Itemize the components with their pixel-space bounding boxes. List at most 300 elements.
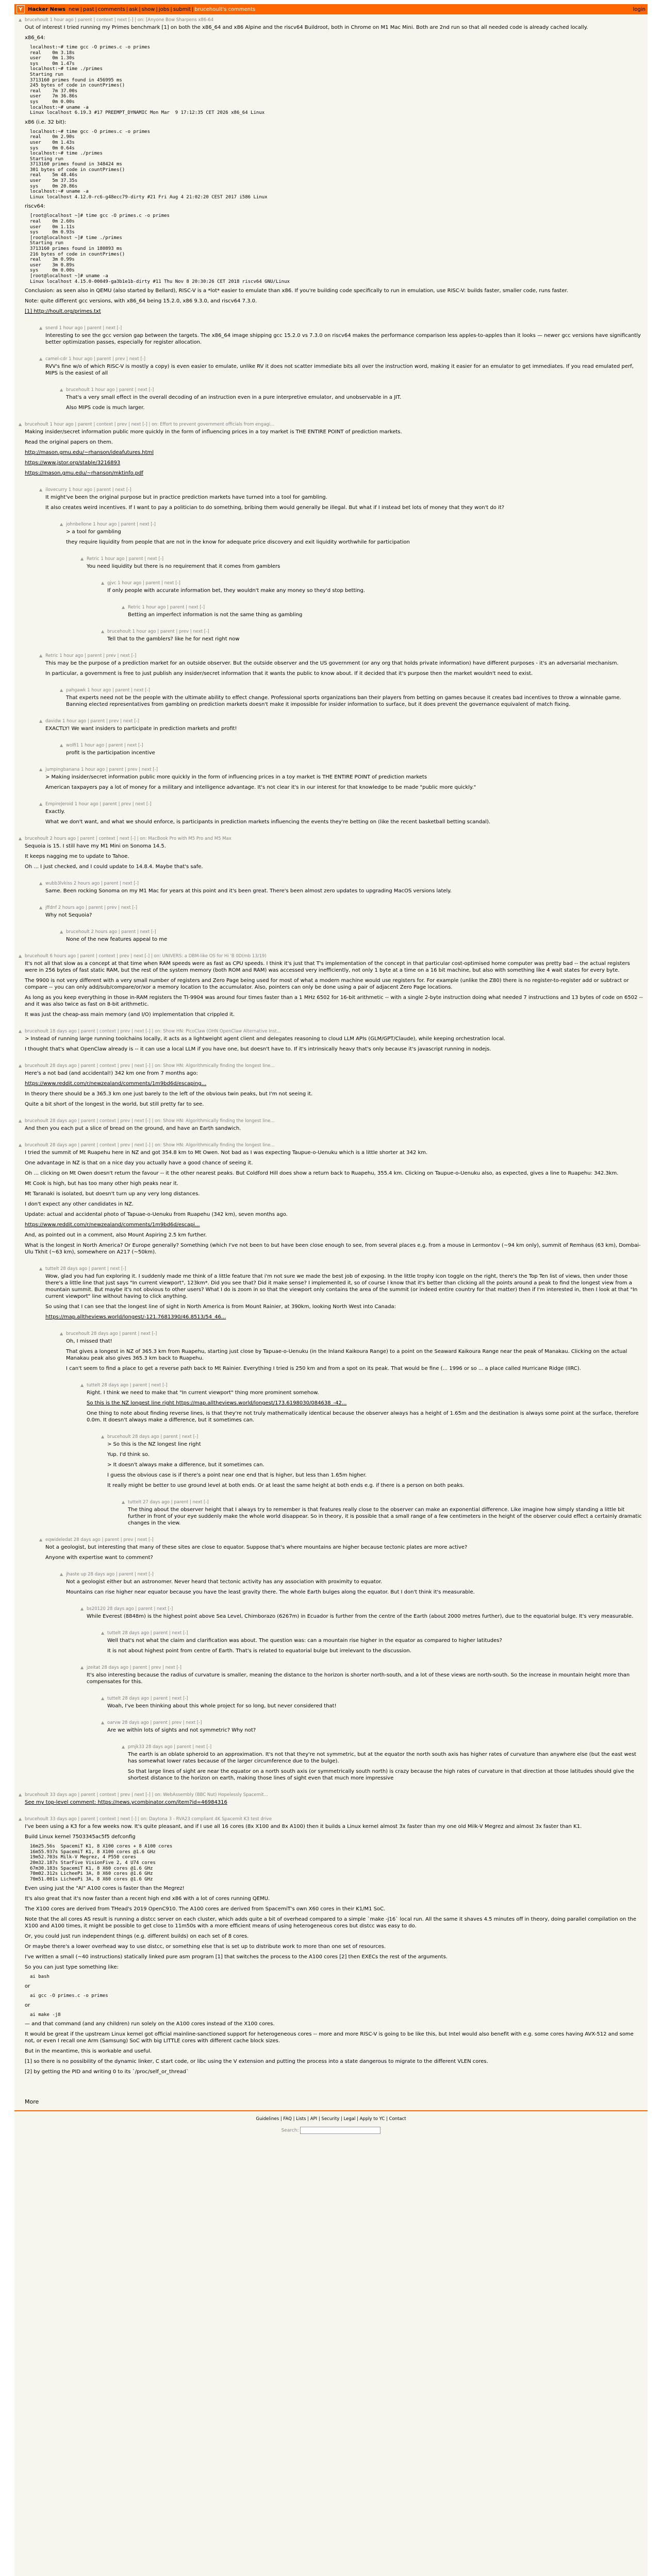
- comment-header[interactable]: wolfi1 1 hour ago | parent | next [-]: [66, 743, 143, 749]
- comment-paragraph: The earth is an oblate spheroid to an approximation. It's not that they're not symmetric, but at the equator the north south axis has higher rates of curvature than anywhere else (but the east west has somewhat lower rates because of the larger circumference due to the bulge).: [128, 1752, 637, 1765]
- comment-paragraph[interactable]: https://mason.gmu.edu/~rhanson/mktinfo.pdf: [25, 470, 143, 477]
- comment-paragraph: I can't seem to find a place to get a reverse path back to Mt Rainier. Everything I tried is 250 km and from a spot on its peak. That would be fine (... 1996 or so ... a place called Hurricane Ridge (IIRC).: [66, 1366, 581, 1372]
- nav-link-new[interactable]: new: [68, 6, 79, 12]
- comment-paragraph: If only people with accurate information bet, they wouldn't make any money so they'd stop betting.: [107, 588, 366, 594]
- comment-paragraph: Same. Been rocking Sonoma on my M1 Mac for years at this point and it's been great. There's been almost zero updates to upgrading MacOS versions lately.: [45, 888, 452, 894]
- comment-row: [60, 743, 643, 760]
- comment-paragraph: Betting an imperfect information is not the same thing as gambling: [128, 612, 303, 618]
- comment-paragraph: Anyone with expertise want to comment?: [45, 1555, 153, 1561]
- comment-header[interactable]: eqwideledat 28 days ago | parent | prev | next [-]: [45, 1537, 154, 1543]
- comments-list: [14, 14, 648, 2089]
- comment-text: [107, 587, 643, 594]
- comment-header[interactable]: johnbellone 1 hour ago | parent | next [-]: [66, 522, 156, 528]
- comment-row: [101, 629, 643, 646]
- comment-body: [87, 1606, 643, 1623]
- comment-header[interactable]: brucehoult 1 hour ago | parent | context | prev | next [-] | on: Effort to prevent government officials from engagi...: [25, 422, 275, 428]
- comment-paragraph[interactable]: https://map.alltheviews.world/longest/-121.7681390/46.8513/54_46...: [45, 1314, 226, 1320]
- comment-paragraph: Well that's not what the claim and clarification was about. The question was: can a mountain rise higher in the equator as compared to higher latitudes?: [107, 1638, 502, 1644]
- comment-paragraph: That's a very small effect in the overall decoding of an instruction even in a pure interpretive emulator, and unobservable in a JIT.: [66, 395, 402, 401]
- comment-paragraph: Read the original papers on them.: [25, 439, 113, 446]
- comment-row: [80, 1665, 643, 1689]
- comment-paragraph: None of the new features appeal to me: [66, 937, 168, 943]
- comment-paragraph: So using that I can see that the longest line of sight in North America is from Mount Rainier, at 390km, looking North West into Canada:: [45, 1304, 396, 1310]
- comment-row: [19, 1792, 643, 1809]
- comment-header[interactable]: brucehoult 28 days ago | parent | next [-]: [107, 1434, 198, 1440]
- comment-header[interactable]: gjvc 1 hour ago | parent | next [-]: [107, 581, 180, 586]
- comment-header[interactable]: pahgawk 1 hour ago | parent | next [-]: [66, 688, 150, 693]
- comment-paragraph: Out of interest I tried running my Primes benchmark [1] on both the x86_64 and x86 Alpine and the riscv64 Buildroot, both in Chrome on M1 Mac Mini. Both are 2nd run so that all needed code is already cached locally.: [25, 25, 588, 30]
- upvote-arrow-icon[interactable]: ▲: [39, 487, 43, 493]
- comment-paragraph: It might've been the original purpose but in practice prediction markets have turned into a tool for gambling.: [45, 495, 327, 501]
- comment-header[interactable]: Retric 1 hour ago | parent | prev | next [-]: [45, 653, 137, 659]
- comment-paragraph: As long as you keep everything in those in-RAM registers the TI-9904 was around four times faster than a 1 MHz 6502 for 16-bit arithmetic -- with a single 2-byte instruction doing what needed 7 instructions and 13 bytes of code on 6502 -- and it was also twice as fast on 8-bit arithmetic.: [25, 995, 643, 1008]
- comment-text: [45, 774, 643, 791]
- comment-body: [45, 719, 643, 736]
- comment-paragraph: or: [25, 2002, 30, 2008]
- comment-row: [80, 1383, 643, 1427]
- comment-paragraph: Here's a not bad (and accidental!) 342 km one from 7 months ago:: [25, 1071, 198, 1077]
- upvote-arrow-icon[interactable]: ▲: [101, 1696, 105, 1701]
- nav-separator: |: [95, 6, 97, 12]
- code-block: ai bash: [30, 1974, 49, 1980]
- upvote-arrow-icon[interactable]: ▲: [101, 1631, 105, 1636]
- comment-paragraph: x86_64:: [25, 35, 45, 41]
- comment-paragraph: I tried the summit of Mt Ruapehu here in NZ and got 354.8 km to Mt Owen. Not bad as I was expecting Taupue-o-Uenuku which is a little shorter at 342 km.: [25, 1150, 428, 1156]
- comment-body: [87, 1665, 643, 1689]
- upvote-arrow-icon[interactable]: ▲: [19, 1817, 22, 1822]
- comment-row: [39, 802, 643, 829]
- nav-current-page[interactable]: brucehoult's comments: [194, 6, 256, 12]
- comment-text: [66, 694, 643, 708]
- comment-body: [25, 1143, 643, 1259]
- comment-paragraph: Sequoia is 15. I still have my M1 Mini on Sonoma 14.5.: [25, 843, 166, 850]
- comment-paragraph[interactable]: [1] http://hoult.org/primes.txt: [25, 309, 101, 315]
- comment-paragraph: Yup. I'd think so.: [107, 1452, 150, 1458]
- comment-paragraph[interactable]: So this is the NZ longest line right https://map.alltheviews.world/longest/173.6198030/084638_-42...: [87, 1400, 347, 1406]
- comment-text: [45, 1544, 643, 1561]
- comment-paragraph: Oh ... I just checked, and I could update to 14.8.4. Maybe that's safe.: [25, 864, 203, 870]
- comment-header[interactable]: brucehoult 33 days ago | parent | context | next [-] | on: Daytona 3 - RVA23 compliant 4K Spacemit K3 test drive: [25, 1817, 272, 1822]
- comment-header[interactable]: pmjk33 28 days ago | parent | next [-]: [128, 1744, 212, 1750]
- comment-paragraph: Woah, I've been thinking about this whole project for so long, but never considered that!: [107, 1703, 337, 1709]
- nav-link-comments[interactable]: comments: [98, 6, 125, 12]
- comment-row: [101, 1720, 643, 1737]
- comment-text: [25, 1070, 643, 1108]
- comment-text: [87, 563, 643, 570]
- comment-header[interactable]: jumpingbanana 1 hour ago | parent | prev | next [-]: [45, 767, 158, 773]
- comment-paragraph: Quite a bit short of the longest in the world, but still pretty far to see.: [25, 1101, 204, 1108]
- comment-header[interactable]: bs20120 28 days ago | parent | next [-]: [87, 1606, 173, 1612]
- comment-text: [45, 1273, 643, 1320]
- upvote-arrow-icon[interactable]: ▲: [101, 1720, 105, 1725]
- comment-row: [39, 326, 643, 349]
- comment-row: [122, 1500, 643, 1530]
- comment-header[interactable]: davidw 1 hour ago | parent | prev | next [-]: [45, 719, 139, 724]
- nav-separator: |: [126, 6, 128, 12]
- comment-paragraph[interactable]: https://www.reddit.com/r/newzealand/comments/1m9bd6d/escapi...: [25, 1222, 200, 1228]
- upvote-arrow-icon[interactable]: ▲: [39, 719, 43, 724]
- comment-body: [25, 954, 643, 1022]
- comment-paragraph: > So this is the NZ longest line right: [107, 1442, 201, 1448]
- upvote-arrow-icon[interactable]: ▲: [60, 929, 63, 935]
- comment-row: [39, 653, 643, 681]
- comment-paragraph: The thing about the observer height that I always try to remember is that features really close to the observer can make an exponential difference. Like imagine how simply standing a little bit further in front of your eye suddenly make the whole world disappear. So in theory, it is possible that a small range of a few centimeters in the height of the observer could effect a certainly dramatic changes in the view.: [128, 1507, 642, 1527]
- upvote-arrow-icon[interactable]: ▲: [39, 326, 43, 331]
- comment-paragraph: So that large lines of sight are near the equator on a north south axis (or symmetrically south north) is crazy because the high rates of curvature in that direction at those latitudes should give the shortest distance to the horizon on earth, making those lines of sight even that much more impressive: [128, 1769, 634, 1782]
- comment-text: [107, 1441, 643, 1489]
- upvote-arrow-icon[interactable]: ▲: [60, 688, 63, 693]
- comment-paragraph: I've been using a K3 for a few weeks now. It's quite pleasant, and if I use all 16 cores (8x X100 and 8x A100) then it builds a Linux kernel almost 3x faster than my one old Milk-V Megrez and almost 3x faster than K1.: [25, 1824, 582, 1830]
- comment-text: [25, 1799, 643, 1806]
- y-logo-icon[interactable]: Y: [16, 5, 25, 13]
- comment-row: [19, 18, 643, 318]
- comment-body: [128, 1500, 643, 1530]
- site-name-link[interactable]: Hacker News: [28, 6, 65, 12]
- comment-paragraph: Oh, I missed that!: [66, 1338, 112, 1345]
- comment-paragraph: Are we within lots of sights and not symmetric? Why not?: [107, 1727, 256, 1734]
- comment-paragraph: You need liquidity but there is no requirement that it comes from gamblers: [87, 564, 280, 570]
- comment-header[interactable]: snerd 1 hour ago | parent | next [-]: [45, 326, 122, 331]
- comment-paragraph: Mt Taranaki is isolated, but doesn't turn up any very long distances.: [25, 1191, 200, 1197]
- nav-separator: |: [170, 6, 172, 12]
- comment-paragraph: That gives a longest in NZ of 365.3 km from Ruapehu, starting just close by Tapuae-o-Uenuku (in the Inland Kaikoura Range) to a point on the Seaward Kaikoura Range near the peak of Manakau. Clicking on the actual Manakau peak also gives 365.3 km back to Ruapehu.: [66, 1349, 627, 1362]
- comment-text: [25, 1036, 643, 1053]
- comment-paragraph: > Making insider/secret information public more quickly in the form of influencing prices in a toy market is THE ENTIRE POINT of prediction markets: [45, 774, 427, 781]
- comment-paragraph: I guess the obvious case is if there's a point near one end that is higher, but less than 1.65m higher.: [107, 1472, 367, 1479]
- comment-paragraph: > a tool for gambling: [66, 529, 121, 535]
- comment-paragraph[interactable]: See my top-level comment: https://news.ycombinator.com/item?id=46984316: [25, 1800, 227, 1806]
- comment-text: [45, 912, 643, 919]
- comment-header[interactable]: brucehoult 33 days ago | parent | context | prev | next [-] | on: WebAssembly (BBC Nut) Hopelessly Spacemit...: [25, 1792, 268, 1798]
- upvote-arrow-icon[interactable]: ▲: [80, 556, 84, 562]
- comment-header[interactable]: tuttelt 27 days ago | parent | next [-]: [128, 1500, 209, 1505]
- comment-paragraph: That experts need not be the people with the ultimate ability to effect change. Professional sports organizations ban their players from betting on games because it creates bad incentives to throw a winnable game. Banning elected representatives from gambling on prediction markets doesn't make it impossible for insider information to surface, but it does prevent the governance equivalent of match fixing.: [66, 695, 621, 708]
- hn-page: [14, 4, 648, 2576]
- comment-header[interactable]: brucehoult 1 hour ago | parent | next [-]: [66, 387, 154, 393]
- comment-header[interactable]: ilovecurry 1 hour ago | parent | next [-]: [45, 487, 131, 493]
- comment-paragraph: Why not Sequoia?: [45, 912, 92, 919]
- code-block: localhost:~# time gcc -O primes.c -o primes real 0m 3.18s user 0m 1.30s sys 0m 1.47s localhost:~# time ./primes Starting run 3713160 primes found in 456995 ms 245 bytes of code in countPrimes() real 7m 37.00s user 7m 36.86s sys 0m 0.00s localhost:~# uname -a Linux localhost 6.19.3 #17 PREEMPT_DYNAMIC Mon Mar 9 17:12:35 CET 2026 x86_64 Linux: [30, 45, 265, 116]
- upvote-arrow-icon[interactable]: ▲: [39, 802, 43, 807]
- comment-header[interactable]: brucehoult 28 days ago | parent | next [-]: [66, 1331, 157, 1337]
- comment-text: [107, 1703, 643, 1709]
- comment-text: [45, 332, 643, 346]
- comment-body: [45, 767, 643, 794]
- comment-header[interactable]: brucehoult 28 days ago | parent | context | prev | next [-] | on: Show HN: Algorithmically finding the longest line...: [25, 1063, 275, 1069]
- comment-text: [66, 1338, 643, 1372]
- comment-header[interactable]: brucehoult 2 hours ago | parent | next [-]: [66, 929, 156, 935]
- upvote-arrow-icon[interactable]: ▲: [39, 881, 43, 886]
- comment-header[interactable]: oarvw 28 days ago | parent | prev | next [-]: [107, 1720, 202, 1726]
- comment-header[interactable]: tuttelt 28 days ago | parent | next [-]: [87, 1383, 168, 1388]
- upvote-arrow-icon[interactable]: ▲: [80, 1383, 84, 1388]
- comment-paragraph: It's also interesting because the radius of curvature is smaller, meaning the distance to the horizon is shorter north-south, and a lot of these views are north-south. So the increase in mountain height more than compensates for this.: [87, 1672, 630, 1685]
- upvote-arrow-icon[interactable]: ▲: [19, 1118, 22, 1124]
- comment-body: [45, 326, 643, 349]
- comment-text: [25, 1823, 643, 2075]
- comment-paragraph: And then you each put a slice of bread on the ground, and have an Earth sandwich.: [25, 1126, 241, 1132]
- comment-body: [66, 387, 643, 415]
- upvote-arrow-icon[interactable]: ▲: [19, 1792, 22, 1798]
- comment-row: [101, 581, 643, 598]
- comment-paragraph: I've written a small (~40 instructions) statically linked pure asm program [1] that switches the process to the A100 cores [2] then EXECs the rest of the arguments.: [25, 1954, 448, 1960]
- comment-header[interactable]: jffdnf 2 hours ago | parent | prev | next [-]: [45, 905, 138, 911]
- comment-paragraph[interactable]: https://www.jstor.org/stable/3216893: [25, 460, 121, 466]
- comment-row: [19, 836, 643, 874]
- comment-header[interactable]: jzeitat 28 days ago | parent | prev | next [-]: [87, 1665, 181, 1671]
- comment-row: [19, 1029, 643, 1056]
- comment-paragraph: But in the meantime, this is workable and useful.: [25, 2048, 152, 2055]
- upvote-arrow-icon[interactable]: ▲: [122, 1500, 125, 1505]
- comment-paragraph: or: [25, 1983, 30, 1989]
- comment-paragraph: American taxpayers pay a lot of money for a military and intelligence advantage. It's not clear it's in our interest for that knowledge to be made "public more quickly.": [45, 785, 476, 791]
- comment-paragraph: Tell that to the gamblers? like he for next right now: [107, 636, 240, 642]
- comment-paragraph: Wow, glad you had fun exploring it. I suddenly made me think of a little feature that i'm not sure we made the best job of exposing. In the little trophy icon toggle on the right, there's the Top Ten list of views, then under those there's a little line that just says "In current viewport", 123km*. Did you see that? Did it make sense? I implemented it, so of course I know that it's better than clicking all the points around a peak to find the longest view from a mountain summit. But maybe it's not obvious to other users? What I do is zoom in so that the viewport only contains the area of the summit (or indeed entire country for that matter) then if I'm interested in, then I look at that "In current viewport" line without having to click anything.: [45, 1274, 638, 1300]
- comment-row: [60, 522, 643, 549]
- comment-paragraph: I don't expect any other candidates in NZ.: [25, 1201, 134, 1208]
- comment-paragraph: Or maybe there's a lower overhead way to use distcc, or something else that is set up to distribute work to more than one set of resources.: [25, 1944, 386, 1950]
- upvote-arrow-icon[interactable]: ▲: [19, 1143, 22, 1148]
- comment-row: [60, 387, 643, 415]
- comment-header[interactable]: brucehoult 2 hours ago | parent | context | next [-] | on: MacBook Pro with M5 Pro and M5 Max: [25, 836, 231, 842]
- comment-body: [25, 1817, 643, 2079]
- comment-row: [39, 1537, 643, 1565]
- comment-paragraph: In theory there should be a 365.3 km one just barely to the left of the obvious twin peaks, but I'm not seeing it.: [25, 1091, 313, 1097]
- upvote-arrow-icon[interactable]: ▲: [39, 653, 43, 658]
- comment-paragraph[interactable]: http://mason.gmu.edu/~rhanson/ideafutures.html: [25, 450, 154, 456]
- comment-body: [87, 1383, 643, 1427]
- comment-text: [128, 612, 643, 618]
- upvote-arrow-icon[interactable]: ▲: [19, 954, 22, 959]
- comment-paragraph: [1] so there is no possibility of the dynamic linker, C start code, or libc using the V extension and putting the process into a state dangerous to migrate to the different VLEN cores.: [25, 2059, 488, 2065]
- comment-body: [107, 1696, 643, 1713]
- upvote-arrow-icon[interactable]: ▲: [39, 767, 43, 772]
- comment-text: [25, 843, 643, 870]
- upvote-arrow-icon[interactable]: ▲: [39, 357, 43, 362]
- search-input[interactable]: [300, 2127, 380, 2134]
- comment-header[interactable]: brucehoult 28 days ago | parent | context | prev | next [-] | on: Show HN: Algorithmically finding the longest line...: [25, 1118, 275, 1124]
- comment-text: [107, 636, 643, 642]
- comment-paragraph: I thought that's what OpenClaw already is -- it can use a local LLM if you have one, but doesn't have to. If it's intrinsically heavy that's only because it's javascript running in nodejs.: [25, 1046, 491, 1053]
- comment-text: [66, 750, 643, 756]
- comment-header[interactable]: wubb3lvkiss 2 hours ago | parent | next [-]: [45, 881, 139, 887]
- comment-paragraph: Right. I think we need to make that "In current viewport" thing more prominent somehow.: [87, 1390, 319, 1396]
- upvote-arrow-icon[interactable]: ▲: [122, 1744, 125, 1750]
- upvote-arrow-icon[interactable]: ▲: [60, 743, 63, 748]
- comment-body: [66, 522, 643, 549]
- comment-paragraph: The X100 cores are derived from THead's 2019 OpenC910. The A100 cores are derived from SpacemiT's own X60 cores in their K1/M1 SoC.: [25, 1906, 386, 1912]
- comment-paragraph[interactable]: https://www.reddit.com/r/newzealand/comments/1m9bd6d/escaping...: [25, 1081, 207, 1087]
- nav-link-show[interactable]: show: [141, 6, 155, 12]
- comment-header[interactable]: brucehoult 28 days ago | parent | context | prev | next [-] | on: Show HN: Algorithmically finding the longest line...: [25, 1143, 275, 1148]
- comment-paragraph: So you can just type something like:: [25, 1964, 119, 1971]
- comment-row: [19, 1143, 643, 1259]
- comment-paragraph: It was just the cheap-ass main memory (and I/O) implementation that crippled it.: [25, 1012, 235, 1018]
- upvote-arrow-icon[interactable]: ▲: [60, 387, 63, 393]
- comment-row: [80, 556, 643, 573]
- comment-row: [80, 1606, 643, 1623]
- comment-text: [45, 363, 643, 377]
- search-label: Search:: [281, 2128, 299, 2133]
- upvote-arrow-icon[interactable]: ▲: [60, 1572, 63, 1577]
- upvote-arrow-icon[interactable]: ▲: [122, 605, 125, 610]
- comment-body: [87, 556, 643, 573]
- comment-paragraph: Not a geologist, but interesting that many of these sites are close to equator. Suppose that's where mountains are higher because tectonic plates are more active?: [45, 1545, 468, 1551]
- nav-separator: |: [80, 6, 82, 12]
- comment-body: [45, 905, 643, 922]
- comment-body: [66, 688, 643, 711]
- nav-link-submit[interactable]: submit: [173, 6, 191, 12]
- comment-row: [39, 881, 643, 898]
- comment-paragraph: It's also great that it's now faster than a recent high end x86 with a lot of cores running QEMU.: [25, 1896, 270, 1902]
- comment-paragraph: they require liquidity from people that are not in the know for adequate price discovery and exit liquidity worthwhile for participation: [66, 539, 410, 546]
- comment-paragraph: One thing to note about finding reverse lines, is that they're not truly mathematically identical because the observer always has a height of 1.65m and the destination is always some point at the surface, therefore 0.0m. It doesn't always make a difference, but it sometimes can.: [87, 1411, 639, 1423]
- comment-paragraph: In particular, a government is free to just publish any insider/secret information that it wants the public to know about. If it decided that it's purpose then the market wouldn't need to exist.: [45, 671, 533, 677]
- comment-header[interactable]: camel-cdr 1 hour ago | parent | prev | next [-]: [45, 357, 146, 362]
- comment-body: [45, 357, 643, 380]
- comment-body: [25, 18, 643, 318]
- comment-paragraph: — and that command (and any children) run solely on the A100 cores instead of the X100 cores.: [25, 2021, 275, 2027]
- comment-header[interactable]: Retric 1 hour ago | parent | next [-]: [128, 605, 205, 611]
- comment-header[interactable]: Retric 1 hour ago | parent | next [-]: [87, 556, 164, 562]
- comment-text: [87, 1613, 643, 1620]
- comment-paragraph: What is the longest in North America? Or Europe generally? Something (which I've not been to but have been close enough to see, from several places e.g. from a mouse in Lermontov (~94 km only), summit of Remhaus (63 km), Dombai-Ulu Tkhit (~63 km), somewhere on A217 (~50km).: [25, 1243, 641, 1256]
- comment-text: [25, 429, 643, 477]
- comment-header[interactable]: tuttelt 28 days ago | parent | next [-]: [107, 1631, 188, 1636]
- comment-text: [66, 394, 643, 411]
- comment-row: [101, 1696, 643, 1713]
- comment-text: [107, 1727, 643, 1734]
- comment-body: [25, 1792, 643, 1809]
- comment-paragraph: Interesting to see the gcc version gap between the targets. The x86_64 image shipping gcc 15.2.0 vs 7.3.0 on riscv64 makes the performance comparison less apples-to-apples than it looks — newer gcc versions have significantly better optimization passes, especially for register allocation.: [45, 333, 641, 346]
- comment-text: [45, 494, 643, 511]
- upvote-arrow-icon[interactable]: ▲: [60, 522, 63, 527]
- comment-paragraph: Mountains can rise higher near equator because you have the least gravity there. The whole Earth bulges along the equator. But I don't think it's measurable.: [66, 1589, 475, 1596]
- upvote-arrow-icon[interactable]: ▲: [39, 905, 43, 910]
- comment-text: [25, 960, 643, 1018]
- comment-body: [45, 802, 643, 829]
- comment-text: [66, 936, 643, 943]
- upvote-arrow-icon[interactable]: ▲: [19, 836, 22, 841]
- comment-text: [87, 1672, 643, 1685]
- comment-header[interactable]: brucehoult 6 hours ago | parent | context | prev | next [-] | on: UNIVERS: a DBM-like OS for Hi 'B 0D(mb 13/19): [25, 954, 267, 959]
- upvote-arrow-icon[interactable]: ▲: [39, 1266, 43, 1272]
- comment-body: [107, 581, 643, 598]
- upvote-arrow-icon[interactable]: ▲: [19, 1029, 22, 1034]
- footer: [14, 2110, 648, 2134]
- comment-paragraph: It's not all that slow as a concept at that time when RAM speeds were as fast as CPU speeds. I think it's just that T's implementation of the concept in that particular cost-optimised home computer was pretty bad -- the actual registers were in 256 bytes of fast static RAM, but the rest of the system memory (both ROM and RAM) was accessed very inefficiently, not only 1 byte at a time on a 16 bit machine, but also with something like 4 wait states for every byte.: [25, 961, 630, 974]
- upvote-arrow-icon[interactable]: ▲: [19, 18, 22, 22]
- comment-body: [25, 1118, 643, 1136]
- comment-paragraph: riscv64:: [25, 204, 45, 210]
- nav-separator: |: [156, 6, 158, 12]
- comment-paragraph: x86 (i.e. 32 bit):: [25, 119, 67, 125]
- comment-paragraph: [2] by getting the PID and writing 0 to its `/proc/self_or_thread`: [25, 2069, 189, 2075]
- comment-body: [25, 422, 643, 480]
- comment-paragraph: RVV's fine w/o of which RISC-V is mostly a copy) is even easier to emulate, unlike RV it does not scatter immediate bits all over the instruction word, making it easier for an emulator to get immediates. If you read emulated perf, MIPS is the easiest of all: [45, 364, 634, 377]
- comment-header[interactable]: jhaste up 28 days ago | parent | next [-]: [66, 1572, 154, 1578]
- comment-body: [25, 836, 643, 874]
- login-link[interactable]: login: [633, 6, 646, 12]
- comment-body: [45, 1266, 643, 1324]
- comment-body: [25, 1063, 643, 1111]
- comment-row: [19, 1063, 643, 1111]
- upvote-arrow-icon[interactable]: ▲: [19, 1063, 22, 1069]
- upvote-arrow-icon[interactable]: ▲: [19, 422, 22, 427]
- comment-row: [19, 422, 643, 480]
- upvote-arrow-icon[interactable]: ▲: [60, 1331, 63, 1336]
- comment-paragraph: It also creates weird incentives. If I want to pay a politician to do something, bribing them would generally be illegal. But what if I instead bet lots of money that they won't do it?: [45, 505, 505, 511]
- comment-paragraph: > Instead of running large running toolchains locally, it acts as a lightweight agent client and delegates reasoning to cloud LLM APIs (GLM/GPT/Claude), while keeping orchestration local.: [25, 1036, 506, 1042]
- comment-body: [66, 1572, 643, 1599]
- top-bar: [14, 4, 648, 14]
- comment-body: [25, 1029, 643, 1056]
- comment-text: [45, 888, 643, 894]
- code-block: [root@localhost ~]# time gcc -O primes.c -o primes real 0m 2.60s user 0m 1.11s sys 0m 0.93s [root@localhost ~]# time ./primes Starting run 3713160 primes found in 180893 ms 216 bytes of code in countPrimes() real 3m 0.99s user 3m 0.89s sys 0m 0.00s [root@localhost ~]# uname -a Linux localhost 4.15.0-00049-ga3b1e1b-dirty #11 Thu Nov 8 20:30:26 CET 2018 riscv64 GNU/Linux: [30, 213, 290, 284]
- comment-text: [25, 1149, 643, 1256]
- code-block: 16m25.56s SpacemiT K1, 8 X100 cores + 8 A100 cores 16m55.937s SpacemiT K1, 8 X100 cores @1.6 GHz 19m52.703s Milk-V Megrez, 4 P550 cores 20m32.187s StarFive VisionFive 2, 4 U74 cores 67m30.183s SpacemiT K1, 8 X60 cores @1.6 GHz 70m02.312s LicheePi 3A, 8 X60 cores @1.6 GHz 70m51.001s LicheePi 3A, 8 X60 cores @1.6 GHz: [30, 1844, 173, 1882]
- comment-header[interactable]: brucehoult 18 days ago | parent | context | prev | next [-] | on: Show HN: PicoClaw (OHN OpenClaw Alternative Inst...: [25, 1029, 281, 1035]
- comment-paragraph: What we don't want, and what we should enforce, is participants in prediction markets influencing the events they're betting on (like the recent basketball betting scandal).: [45, 819, 491, 825]
- nav-link-ask[interactable]: ask: [129, 6, 138, 12]
- comment-paragraph: It keeps nagging me to update to Tahoe.: [25, 854, 129, 860]
- upvote-arrow-icon[interactable]: ▲: [39, 1537, 43, 1543]
- nav-separator: |: [192, 6, 194, 12]
- comment-paragraph: Build Linux kernel 7503345ac5f5 defconfig: [25, 1834, 136, 1840]
- nav-separator: |: [139, 6, 141, 12]
- comment-header[interactable]: brucehoult 1 hour ago | parent | prev | next [-]: [107, 629, 209, 635]
- comment-body: [66, 1331, 643, 1376]
- comment-header[interactable]: tuttelt 28 days ago | parent | next [-]: [107, 1696, 188, 1702]
- comment-body: [107, 1434, 643, 1493]
- nav-link-jobs[interactable]: jobs: [158, 6, 170, 12]
- comment-paragraph: Note that the all cores AS result is running a distcc server on each cluster, which adds quite a bit of overhead compared to a simple `make -j16` local run. All the same it shaves 4.5 minutes off in theory, doing parallel compilation on the X100 and A100 times, it might be possible to get close to 11m50s with a more efficient means of using heterogeneous cores but distcc was easy to do.: [25, 1917, 636, 1929]
- comment-text: [128, 1751, 643, 1782]
- comment-text: [25, 24, 643, 315]
- comment-text: [45, 808, 643, 825]
- nav-link-past[interactable]: past: [83, 6, 94, 12]
- comment-row: [39, 357, 643, 380]
- upvote-arrow-icon[interactable]: ▲: [101, 1434, 105, 1439]
- more-link[interactable]: More: [25, 2098, 39, 2106]
- comment-paragraph: One advantage in NZ is that on a nice day you actually have a good chance of seeing it.: [25, 1160, 253, 1166]
- comment-paragraph: Or, you could just run independent things (e.g. different builds) on each set of 8 cores.: [25, 1934, 249, 1940]
- comment-header[interactable]: tuttelt 28 days ago | parent | next [-]: [45, 1266, 126, 1272]
- comment-row: [39, 905, 643, 922]
- comment-text: [25, 1125, 643, 1132]
- comment-body: [45, 881, 643, 898]
- comment-body: [45, 653, 643, 681]
- comment-row: [39, 1266, 643, 1324]
- comment-body: [107, 629, 643, 646]
- upvote-arrow-icon[interactable]: ▲: [101, 581, 105, 586]
- comment-row: [60, 929, 643, 946]
- comment-header[interactable]: EmpireJeroid 1 hour ago | parent | prev | next [-]: [45, 802, 152, 807]
- upvote-arrow-icon[interactable]: ▲: [101, 629, 105, 634]
- comment-row: [39, 719, 643, 736]
- footer-links[interactable]: Guidelines | FAQ | Lists | API | Security | Legal | Apply to YC | Contact: [256, 2116, 406, 2122]
- comment-row: [122, 605, 643, 622]
- comment-paragraph: EXACTLY! We want insiders to participate in prediction markets and profit!: [45, 726, 237, 732]
- comment-paragraph: The 9900 is not very different with a very small number of registers and Zero Page being used for most of what a modern machine would use registers for. For example (unlike the Z80) there is no register-to-register add or subtract or compare -- you can only add/sub/compare/or/xor a memory location to the accumulator. Also, pointers can only be done using a pair of adjacent Zero Page locations.: [25, 978, 629, 991]
- upvote-arrow-icon[interactable]: ▲: [80, 1606, 84, 1612]
- comment-body: [66, 929, 643, 946]
- comment-header[interactable]: brucehoult 1 hour ago | parent | context | next [-] | on: [Anyone Bow Sharpens x86-64: [25, 18, 214, 23]
- comment-paragraph: Even using just the "AI" A100 cores is faster than the Megrez!: [25, 1886, 185, 1892]
- comment-paragraph: Note: quite different gcc versions, with x86_64 being 15.2.0, x86 9.3.0, and riscv64 7.3.0.: [25, 298, 257, 304]
- top-nav: [69, 7, 255, 12]
- upvote-arrow-icon[interactable]: ▲: [80, 1665, 84, 1670]
